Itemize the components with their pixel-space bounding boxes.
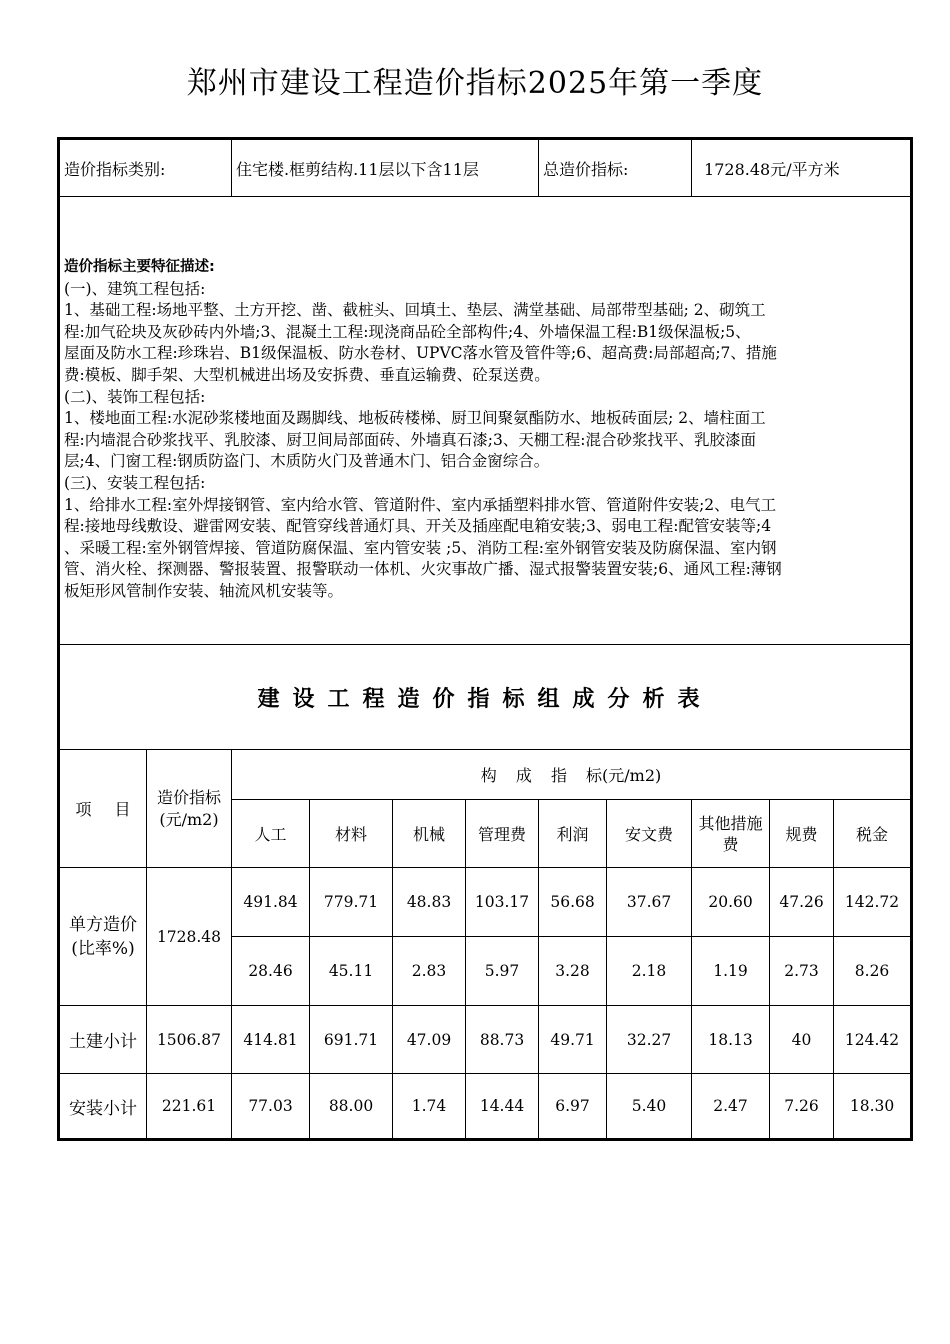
cell-ratio: 2.18 (607, 937, 692, 1006)
cell-value: 88.00 (310, 1074, 393, 1140)
analysis-title: 建设工程造价指标组成分析表 (59, 645, 912, 750)
description-cell (59, 197, 912, 645)
description-line: 管、消火栓、探测器、警报装置、报警联动一体机、火灾事故广播、湿式报警装置安装;6、通风工程:薄钢 (64, 560, 782, 579)
cell-value: 691.71 (310, 1006, 393, 1074)
cell-ratio: 8.26 (834, 937, 912, 1006)
header-fees: 规费 (770, 800, 834, 868)
cell-value: 77.03 (232, 1074, 310, 1140)
row-index-install: 221.61 (147, 1074, 232, 1140)
cell-value: 18.13 (692, 1006, 770, 1074)
page-title: 郑州市建设工程造价指标2025年第一季度 (186, 66, 764, 101)
row-label-install: 安装小计 (59, 1074, 147, 1140)
cell-value: 56.68 (539, 868, 607, 937)
cell-value: 414.81 (232, 1006, 310, 1074)
cell-value: 88.73 (466, 1006, 539, 1074)
description-line: 程:内墙混合砂浆找平、乳胶漆、厨卫间局部面砖、外墙真石漆;3、天棚工程:混合砂浆找平、乳胶漆面 (64, 430, 757, 449)
cell-value: 20.60 (692, 868, 770, 937)
cell-value: 5.40 (607, 1074, 692, 1140)
cell-value: 49.71 (539, 1006, 607, 1074)
description-line: 1、给排水工程:室外焊接钢管、室内给水管、管道附件、室内承插塑料排水管、管道附件安装;2、电气工 (64, 495, 777, 514)
header-item: 项 目 (59, 750, 147, 868)
cell-value: 47.26 (770, 868, 834, 937)
row-label-civil: 土建小计 (59, 1006, 147, 1074)
table-row (59, 868, 912, 937)
cell-value: 1.74 (393, 1074, 466, 1140)
cell-ratio: 45.11 (310, 937, 393, 1006)
header-other-measures: 其他措施费 (692, 800, 770, 868)
cell-value: 37.67 (607, 868, 692, 937)
header-safety: 安文费 (607, 800, 692, 868)
header-row-group (59, 750, 912, 800)
description-line: (三)、安装工程包括: (64, 473, 206, 492)
description-heading: 造价指标主要特征描述: (64, 259, 215, 275)
header-composition: 构 成 指 标(元/m2) (232, 750, 912, 800)
description-line: 1、基础工程:场地平整、土方开挖、凿、截桩头、回填土、垫层、满堂基础、局部带型基础; 2、砌筑工 (64, 301, 766, 320)
header-index: 造价指标(元/m2) (147, 750, 232, 868)
cell-value: 124.42 (834, 1006, 912, 1074)
description-line: 层;4、门窗工程:钢质防盗门、木质防火门及普通木门、铝合金窗综合。 (64, 452, 550, 471)
description-line: 费:模板、脚手架、大型机械进出场及安拆费、垂直运输费、砼泵送费。 (64, 365, 550, 384)
total-value: 1728.48元/平方米 (692, 139, 912, 197)
cell-value: 491.84 (232, 868, 310, 937)
cell-value: 18.30 (834, 1074, 912, 1140)
cell-ratio: 2.83 (393, 937, 466, 1006)
total-label: 总造价指标: (539, 139, 692, 197)
description-line: 板矩形风管制作安装、轴流风机安装等。 (64, 581, 344, 600)
row-label-unit: 单方造价(比率%) (59, 868, 147, 1006)
header-profit: 利润 (539, 800, 607, 868)
header-tax: 税金 (834, 800, 912, 868)
cell-value: 6.97 (539, 1074, 607, 1140)
cell-value: 779.71 (310, 868, 393, 937)
cell-ratio: 28.46 (232, 937, 310, 1006)
description-row (59, 197, 912, 645)
cell-ratio: 1.19 (692, 937, 770, 1006)
description-line: 屋面及防水工程:珍珠岩、B1级保温板、防水卷材、UPVC落水管及管件等;6、超高费:局部超高;7、措施 (64, 344, 777, 363)
header-machinery: 机械 (393, 800, 466, 868)
analysis-title-row (59, 645, 912, 750)
cell-value: 47.09 (393, 1006, 466, 1074)
description-line: (一)、建筑工程包括: (64, 279, 206, 298)
cell-value: 48.83 (393, 868, 466, 937)
header-material: 材料 (310, 800, 393, 868)
cell-ratio: 2.73 (770, 937, 834, 1006)
description-line: (二)、装饰工程包括: (64, 387, 206, 406)
table-row (59, 1074, 912, 1140)
cell-value: 142.72 (834, 868, 912, 937)
header-management: 管理费 (466, 800, 539, 868)
cell-ratio: 5.97 (466, 937, 539, 1006)
table-row (59, 1006, 912, 1074)
cell-value: 7.26 (770, 1074, 834, 1140)
cell-value: 2.47 (692, 1074, 770, 1140)
row-index-unit: 1728.48 (147, 868, 232, 1006)
cell-value: 32.27 (607, 1006, 692, 1074)
info-row (59, 139, 912, 197)
cell-value: 40 (770, 1006, 834, 1074)
description-line: 程:加气砼块及灰砂砖内外墙;3、混凝土工程:现浇商品砼全部构件;4、外墙保温工程:B1级保温板;5、 (64, 322, 751, 341)
description-line: 1、楼地面工程:水泥砂浆楼地面及踢脚线、地板砖楼梯、厨卫间聚氨酯防水、地板砖面层; 2、墙柱面工 (64, 409, 766, 428)
header-labor: 人工 (232, 800, 310, 868)
row-index-civil: 1506.87 (147, 1006, 232, 1074)
cell-value: 103.17 (466, 868, 539, 937)
description-line: 程:接地母线敷设、避雷网安装、配管穿线普通灯具、开关及插座配电箱安装;3、弱电工程:配管安装等;4 (64, 517, 772, 536)
cell-value: 14.44 (466, 1074, 539, 1140)
cell-ratio: 3.28 (539, 937, 607, 1006)
description-line: 、采暖工程:室外钢管焊接、管道防腐保温、室内管安装 ;5、消防工程:室外钢管安装及防腐保温、室内钢 (64, 538, 777, 557)
category-label: 造价指标类别: (59, 139, 232, 197)
cost-index-sheet (57, 137, 913, 1141)
category-value: 住宅楼.框剪结构.11层以下含11层 (232, 139, 539, 197)
